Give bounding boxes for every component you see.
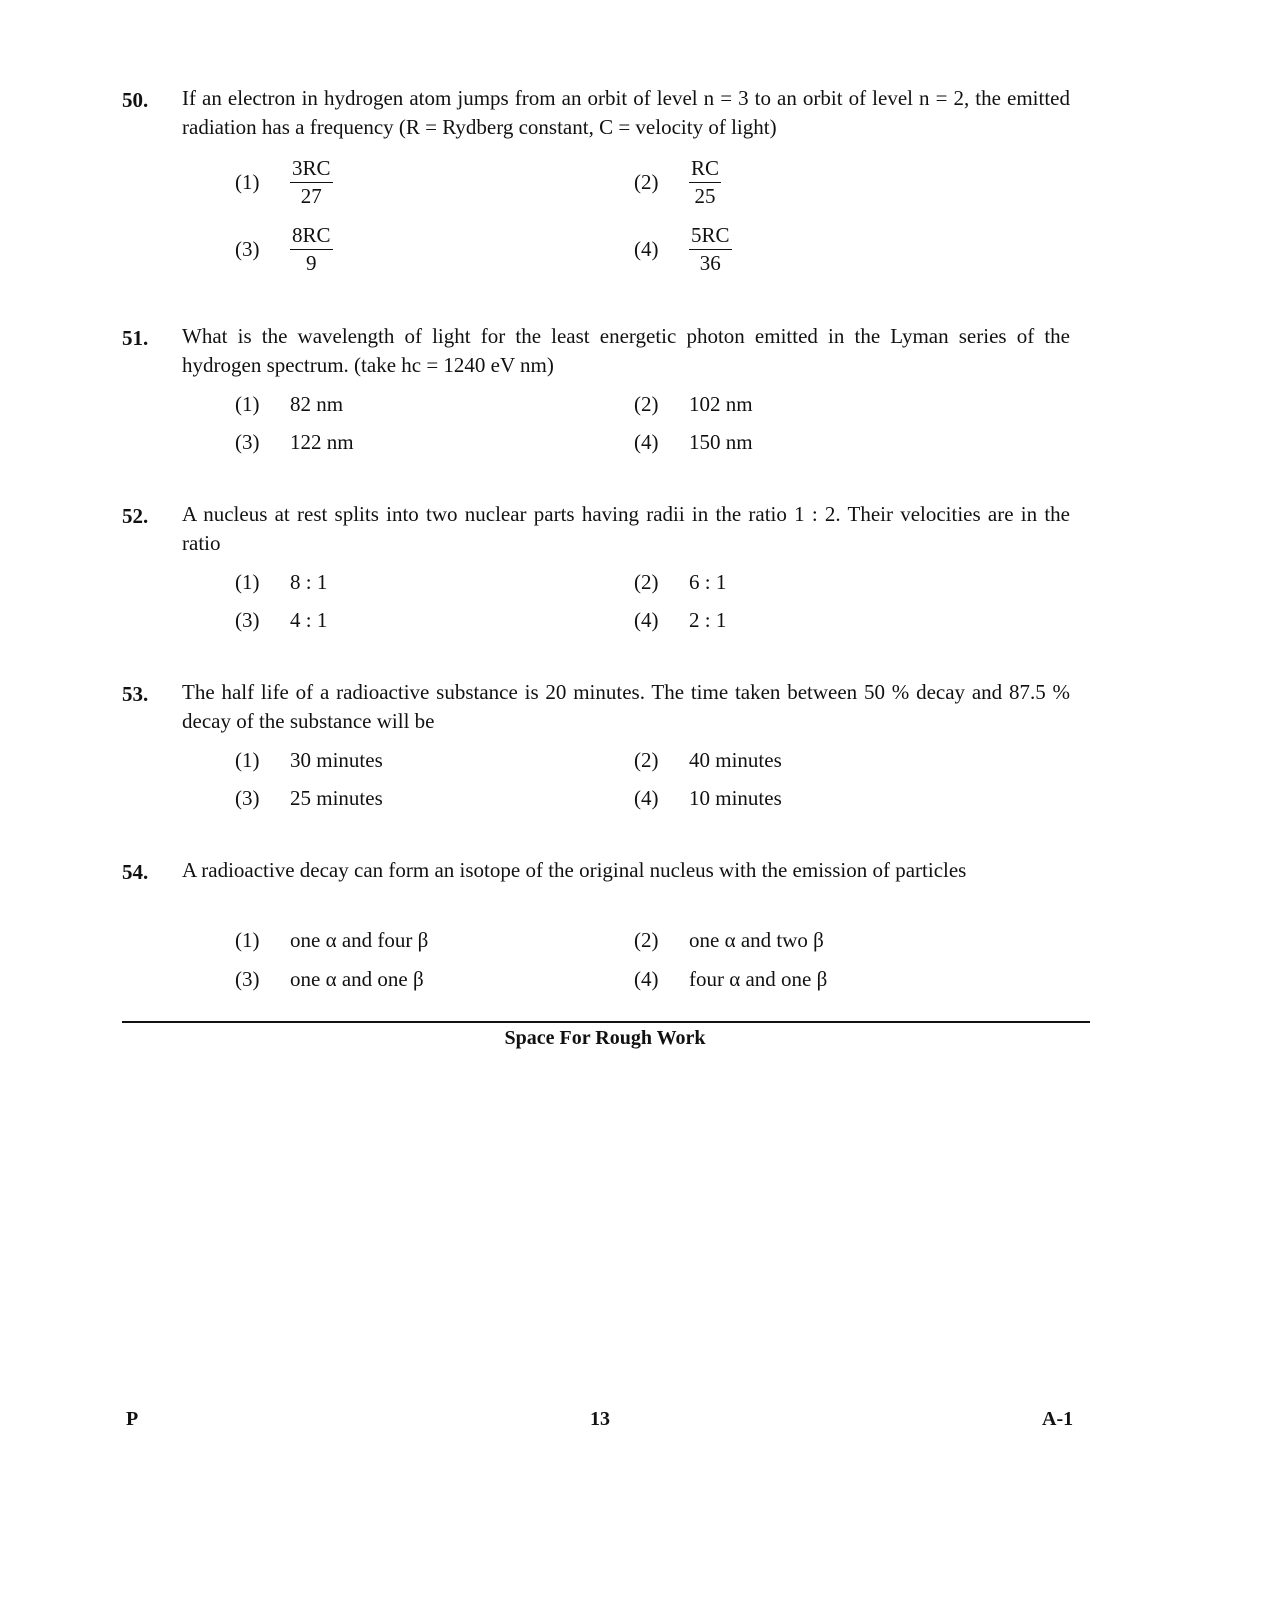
option-fraction xyxy=(290,221,333,276)
question-number: 51. xyxy=(122,326,149,350)
fraction-denominator: 27 xyxy=(300,184,322,208)
option-fraction xyxy=(290,154,333,209)
option-text: 2 : 1 xyxy=(689,608,727,632)
option-label: (2) xyxy=(634,748,659,772)
fraction-denominator: 25 xyxy=(694,184,716,208)
question-text: What is the wavelength of light for the least energetic photon emitted in the Lyman series of the hydrogen spectrum. (take hc = 1240 eV nm) xyxy=(182,324,1070,377)
option-label: (4) xyxy=(634,237,659,261)
footer-right-code: A-1 xyxy=(1042,1408,1074,1430)
option-label: (1) xyxy=(235,748,260,772)
option-text: 122 nm xyxy=(290,430,354,454)
option-text: 30 minutes xyxy=(290,748,383,772)
question-number: 54. xyxy=(122,860,149,884)
option-fraction xyxy=(689,154,721,209)
option-text: 25 minutes xyxy=(290,786,383,810)
option-label: (3) xyxy=(235,237,260,261)
option-text: 6 : 1 xyxy=(689,570,727,594)
option-label: (3) xyxy=(235,608,260,632)
option-text: 102 nm xyxy=(689,392,753,416)
question-text: A nucleus at rest splits into two nuclear parts having radii in the ratio 1 : 2. Their velocities are in the ratio xyxy=(182,502,1070,555)
question-number: 52. xyxy=(122,504,149,528)
option-label: (3) xyxy=(235,967,260,991)
fraction-denominator: 9 xyxy=(306,251,317,275)
option-label: (4) xyxy=(634,430,659,454)
option-fraction xyxy=(689,221,732,276)
option-text: 82 nm xyxy=(290,392,344,416)
footer-page-number: 13 xyxy=(590,1408,610,1430)
option-text: four α and one β xyxy=(689,967,828,991)
divider-rule xyxy=(122,1021,1090,1023)
option-label: (4) xyxy=(634,608,659,632)
fraction-numerator: 8RC xyxy=(290,221,333,250)
fraction-numerator: RC xyxy=(689,154,721,183)
footer-left-code: P xyxy=(126,1408,139,1430)
option-label: (4) xyxy=(634,967,659,991)
option-text: one α and two β xyxy=(689,928,824,952)
option-text: 10 minutes xyxy=(689,786,782,810)
option-label: (2) xyxy=(634,570,659,594)
option-text: 8 : 1 xyxy=(290,570,328,594)
option-label: (2) xyxy=(634,392,659,416)
option-text: one α and one β xyxy=(290,967,424,991)
question-text: The half life of a radioactive substance is 20 minutes. The time taken between 50 % decay and 87.5 % decay of the substance will be xyxy=(182,680,1070,733)
option-label: (1) xyxy=(235,392,260,416)
question-number: 53. xyxy=(122,682,149,706)
option-label: (2) xyxy=(634,928,659,952)
option-text: 4 : 1 xyxy=(290,608,328,632)
option-label: (1) xyxy=(235,928,260,952)
option-text: 40 minutes xyxy=(689,748,782,772)
fraction-numerator: 3RC xyxy=(290,154,333,183)
option-label: (4) xyxy=(634,786,659,810)
option-label: (1) xyxy=(235,570,260,594)
question-text: If an electron in hydrogen atom jumps from an orbit of level n = 3 to an orbit of level n = 2, the emitted radiation has a frequency (R = Rydberg constant, C = velocity of light) xyxy=(182,86,1070,139)
option-label: (1) xyxy=(235,170,260,194)
option-label: (3) xyxy=(235,786,260,810)
question-number: 50. xyxy=(122,88,149,112)
option-text: 150 nm xyxy=(689,430,753,454)
fraction-denominator: 36 xyxy=(699,251,721,275)
question-text: A radioactive decay can form an isotope of the original nucleus with the emission of particles xyxy=(182,858,967,882)
option-text: one α and four β xyxy=(290,928,429,952)
option-label: (2) xyxy=(634,170,659,194)
fraction-numerator: 5RC xyxy=(689,221,732,250)
option-label: (3) xyxy=(235,430,260,454)
rough-work-heading: Space For Rough Work xyxy=(504,1027,706,1049)
